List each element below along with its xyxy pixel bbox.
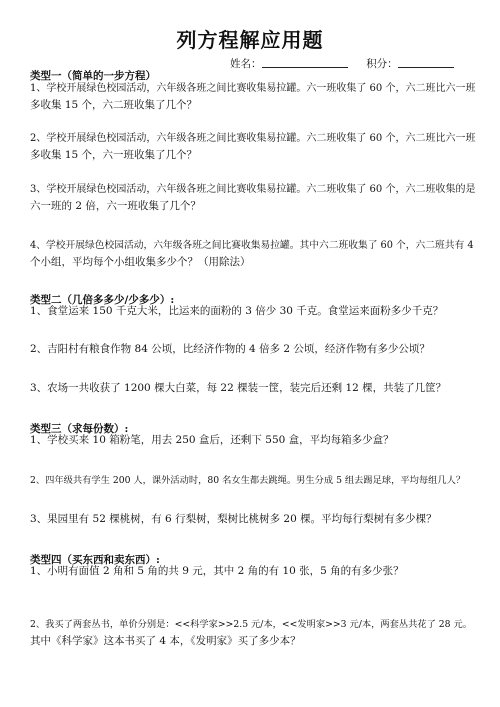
problem-line: 多收集 15 个，六一班收集了几个？	[30, 149, 198, 161]
score-blank[interactable]	[398, 57, 454, 68]
problem-1-3	[30, 181, 475, 215]
problem-line: 其中《科学家》这本书买了 4 本，《发明家》买了多少本？	[30, 635, 301, 647]
student-info	[230, 56, 454, 71]
problem-3-1	[30, 432, 475, 449]
problem-line: 1、食堂运来 150 千克大米，比运来的面粉的 3 倍少 30 千克。食堂运来面粉多少千克？	[30, 305, 444, 317]
page-title: 列方程解应用题	[176, 28, 324, 52]
problem-2-3	[30, 380, 475, 397]
problem-line: 1、学校买来 10 箱粉笔，用去 250 盒后，还剩下 550 盒，平均每箱多少盒？	[30, 434, 394, 446]
problem-line: 1、学校开展绿色校园活动，六年级各班之间比赛收集易拉罐。六一班收集了 60 个，六二班比六一班	[30, 83, 476, 94]
problem-2-2	[30, 341, 475, 358]
problem-3-3	[30, 511, 475, 528]
section-3-title: 类型三（求每份数）:	[30, 423, 129, 435]
problem-1-2	[30, 130, 475, 164]
problem-line: 1、小明有面值 2 角和 5 角的共 9 元，其中 2 角的有 10 张，5 角的有多少张？	[30, 565, 404, 577]
score-label: 积分：	[366, 58, 398, 70]
problem-line: 个小组，平均每个小组收集多少个？（用除法）	[30, 256, 251, 268]
name-label: 姓名：	[230, 58, 262, 70]
problem-line: 多收集 15 个，六二班收集了几个？	[30, 99, 198, 111]
problem-1-4	[30, 237, 475, 271]
problem-line: 4、学校开展绿色校园活动，六年级各班之间比赛收集易拉罐。其中六二班收集了 60 个，六二班共有 4	[30, 240, 474, 251]
name-blank[interactable]	[262, 57, 348, 68]
problem-line: 3、学校开展绿色校园活动，六年级各班之间比赛收集易拉罐。六二班收集了 60 个，六二班收集的是	[30, 184, 476, 195]
problem-4-2	[30, 616, 475, 650]
problem-line: 2、我买了两套丛书，单价分别是：<<科学家>>2.5 元/本，<<发明家>>3 元/本，两套丛共花了 28 元。	[30, 619, 472, 630]
section-4-title: 类型四（买东西和卖东西）:	[30, 554, 160, 566]
problem-1-1	[30, 80, 475, 114]
problem-line: 2、吉阳村有粮食作物 84 公顷，比经济作物的 4 倍多 2 公顷，经济作物有多少公顷？	[30, 343, 430, 355]
problem-4-1	[30, 563, 475, 580]
problem-line: 六一班的 2 倍，六一班收集了几个？	[30, 200, 201, 212]
section-1-title: 类型一（简单的一步方程）	[30, 70, 156, 82]
problem-2-1	[30, 303, 475, 320]
problem-3-2	[30, 472, 475, 489]
problem-line: 3、果园里有 52 棵桃树，有 6 行梨树，梨树比桃树多 20 棵。平均每行梨树有多少棵？	[30, 513, 437, 525]
problem-line: 3、农场一共收获了 1200 棵大白菜，每 22 棵装一筐，装完后还剩 12 棵，共装了几筐？	[30, 382, 447, 394]
section-2-title: 类型二（几倍多多少/少多少）:	[30, 294, 175, 306]
problem-line: 2、学校开展绿色校园活动，六年级各班之间比赛收集易拉罐。六二班收集了 60 个，六二班比六一班	[30, 133, 476, 144]
problem-line: 2、四年级共有学生 200 人，课外活动时，80 名女生都去跳绳。男生分成 5 组去踢足球，平均每组几人？	[30, 475, 466, 486]
